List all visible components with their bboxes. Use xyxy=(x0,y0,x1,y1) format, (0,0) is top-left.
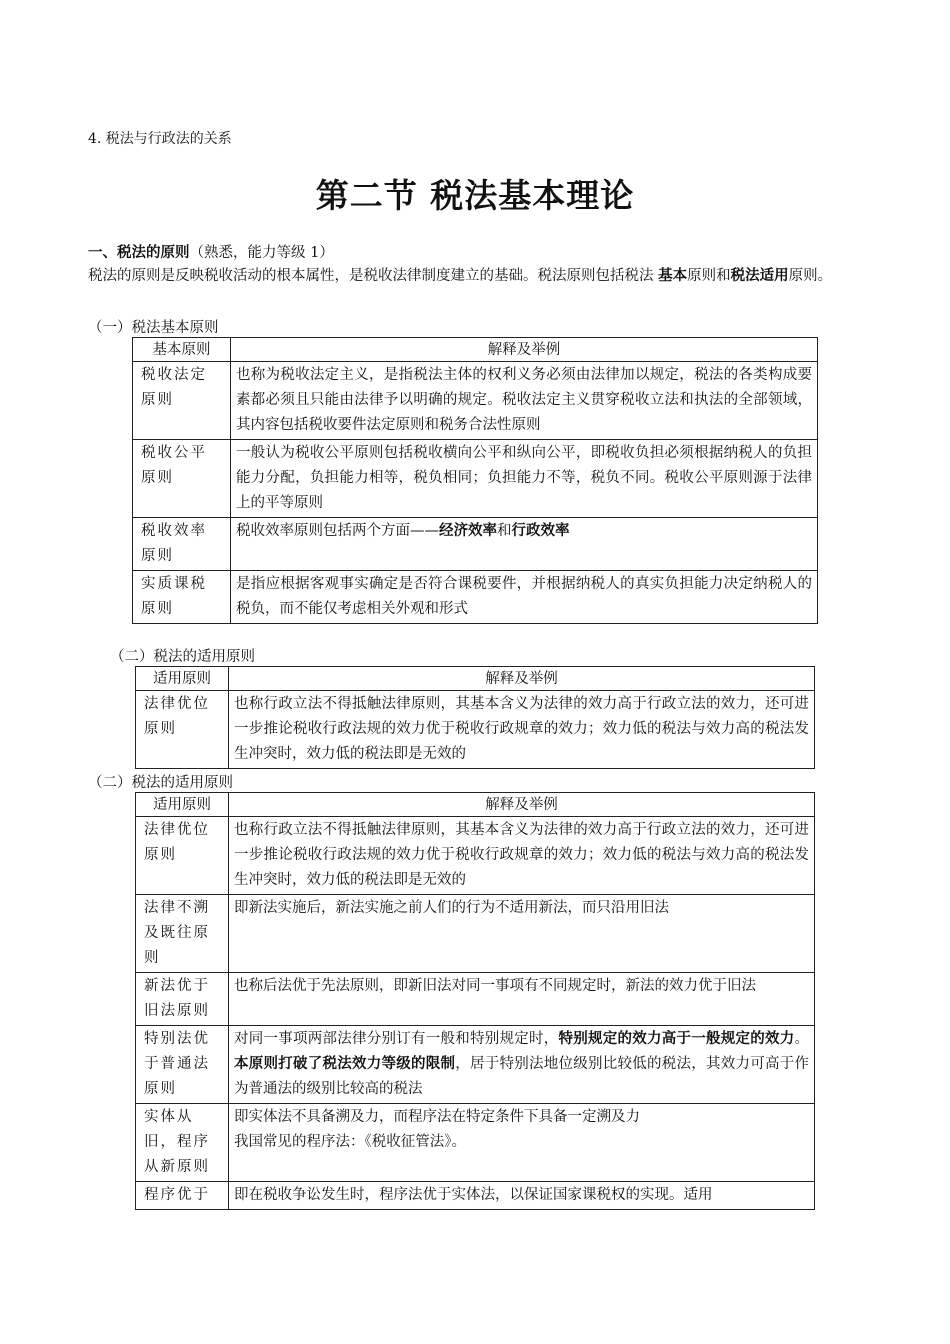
intro-paragraph xyxy=(88,264,868,288)
table-row xyxy=(136,895,815,973)
principle-name: 法律优位原则 xyxy=(136,691,229,769)
table-row xyxy=(136,1104,815,1182)
table-row xyxy=(133,518,818,571)
page-title: 第二节 税法基本理论 xyxy=(315,176,635,215)
table-header-row xyxy=(136,793,815,817)
table3-caption: （二）税法的适用原则 xyxy=(88,775,233,791)
table-row xyxy=(136,1182,815,1210)
intro-text: 原则和 xyxy=(687,268,731,284)
principle-name: 程序优于 xyxy=(136,1182,229,1210)
principle-name: 法律不溯及既往原则 xyxy=(136,895,229,973)
header-cell: 解释及举例 xyxy=(231,338,818,362)
principle-desc: 一般认为税收公平原则包括税收横向公平和纵向公平，即税收负担必须根据纳税人的负担能力分配，负担能力相等，税负相同；负担能力不等，税负不同。税收公平原则源于法律上的平等原则 xyxy=(231,440,818,518)
intro-bold: 税法适用 xyxy=(730,268,789,284)
principle-name: 税收公平原则 xyxy=(133,440,231,518)
principle-desc: 即新法实施后，新法实施之前人们的行为不适用新法，而只沿用旧法 xyxy=(229,895,815,973)
principle-desc: 也称行政立法不得抵触法律原则，其基本含义为法律的效力高于行政立法的效力，还可进一步推论税收行政法规的效力优于税收行政规章的效力；效力低的税法与效力高的税法发生冲突时，效力低的税法即是无效的 xyxy=(229,817,815,895)
principle-name: 法律优位原则 xyxy=(136,817,229,895)
principle-desc: 即在税收争讼发生时，程序法优于实体法，以保证国家课税权的实现。适用 xyxy=(229,1182,815,1210)
principle-desc: 对同一事项两部法律分别订有一般和特别规定时，特别规定的效力高于一般规定的效力。本原则打破了税法效力等级的限制，居于特别法地位级别比较低的税法，其效力可高于作为普通法的级别比较高的税法 xyxy=(229,1026,815,1104)
principle-desc: 也称后法优于先法原则，即新旧法对同一事项有不同规定时，新法的效力优于旧法 xyxy=(229,973,815,1026)
section-heading-note: （熟悉，能力等级 1） xyxy=(189,245,334,261)
table1-caption: （一）税法基本原则 xyxy=(88,320,219,336)
table-header-row xyxy=(133,338,818,362)
intro-text: 原则。 xyxy=(788,268,833,284)
header-cell: 基本原则 xyxy=(133,338,231,362)
table-header-row xyxy=(136,667,815,691)
section-heading-title: 一、税法的原则 xyxy=(88,245,190,261)
table-row xyxy=(136,1026,815,1104)
principle-name: 实体从旧，程序从新原则 xyxy=(136,1104,229,1182)
table-row xyxy=(133,440,818,518)
principle-desc: 是指应根据客观事实确定是否符合课税要件，并根据纳税人的真实负担能力决定纳税人的税负，而不能仅考虑相关外观和形式 xyxy=(231,571,818,624)
principle-desc: 即实体法不具备溯及力，而程序法在特定条件下具备一定溯及力 我国常见的程序法：《税收征管法》。 xyxy=(229,1104,815,1182)
application-principles-table-a xyxy=(135,666,815,769)
heading-line: 4. 税法与行政法的关系 xyxy=(88,131,232,147)
table-row xyxy=(133,362,818,440)
header-cell: 适用原则 xyxy=(136,667,229,691)
table-row xyxy=(133,571,818,624)
table-row xyxy=(136,973,815,1026)
intro-bold: 基本 xyxy=(658,268,688,284)
principle-desc: 也称行政立法不得抵触法律原则，其基本含义为法律的效力高于行政立法的效力，还可进一步推论税收行政法规的效力优于税收行政规章的效力；效力低的税法与效力高的税法发生冲突时，效力低的税法即是无效的 xyxy=(229,691,815,769)
section-heading xyxy=(88,241,334,262)
principle-desc: 税收效率原则包括两个方面——经济效率和行政效率 xyxy=(231,518,818,571)
principle-name: 新法优于旧法原则 xyxy=(136,973,229,1026)
principle-name: 特别法优于普通法原则 xyxy=(136,1026,229,1104)
table-row xyxy=(136,691,815,769)
principle-name: 税收效率原则 xyxy=(133,518,231,571)
principle-name: 税收法定原则 xyxy=(133,362,231,440)
header-cell: 解释及举例 xyxy=(229,793,815,817)
principle-desc: 也称为税收法定主义，是指税法主体的权利义务必须由法律加以规定，税法的各类构成要素都必须且只能由法律予以明确的规定。税收法定主义贯穿税收立法和执法的全部领域，其内容包括税收要件法定原则和税务合法性原则 xyxy=(231,362,818,440)
table-row xyxy=(136,817,815,895)
principle-name: 实质课税原则 xyxy=(133,571,231,624)
header-cell: 解释及举例 xyxy=(229,667,815,691)
basic-principles-table xyxy=(132,337,818,624)
header-cell: 适用原则 xyxy=(136,793,229,817)
application-principles-table-b xyxy=(135,792,815,1210)
intro-text: 税法的原则是反映税收活动的根本属性，是税收法律制度建立的基础。税法原则包括税法 xyxy=(88,268,659,284)
table2-caption: （二）税法的适用原则 xyxy=(110,649,255,665)
